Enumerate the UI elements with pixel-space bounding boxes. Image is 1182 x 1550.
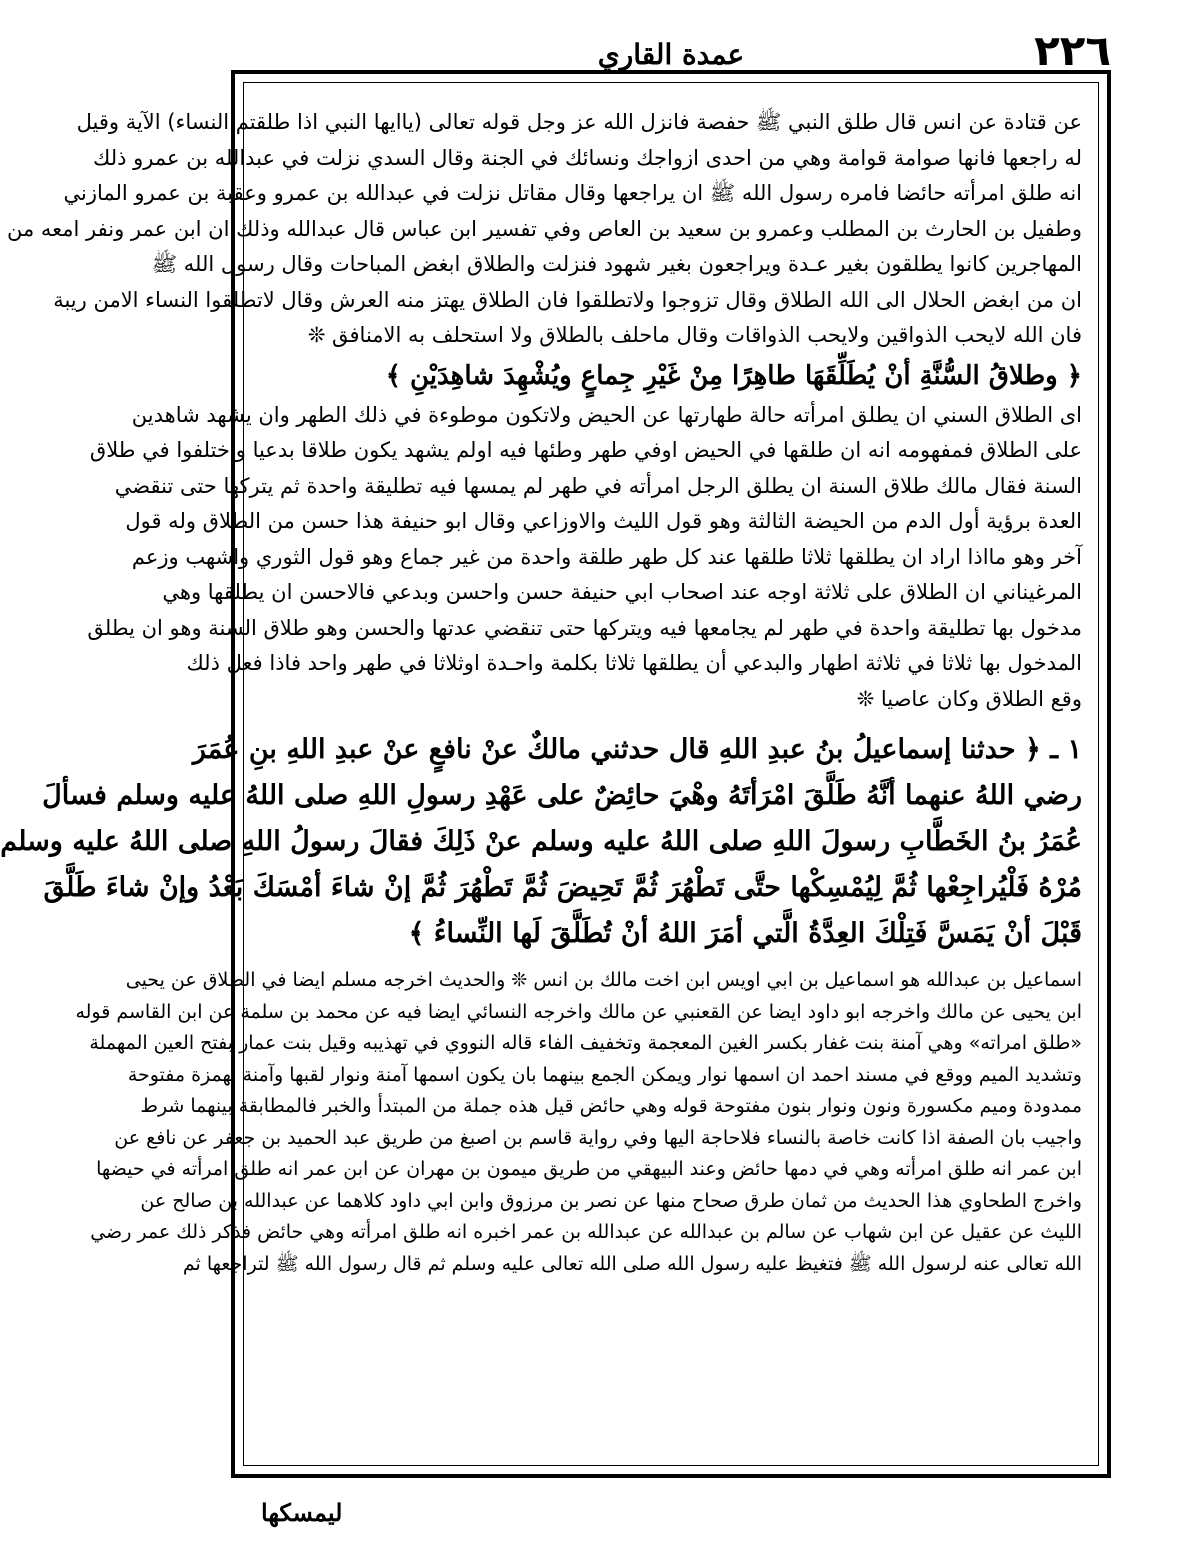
text-line: العدة برؤية أول الدم من الحيضة الثالثة وهو قول الليث والاوزاعي وقال ابو حنيفة هذا حسن من الطلاق وله قول (125, 509, 1082, 533)
text-line: وقع الطلاق وكان عاصيا ❊ (856, 686, 1082, 711)
text-line: اسماعيل بن عبدالله هو اسماعيل بن ابي اويس ابن اخت مالك بن انس ❊ والحديث اخرجه مسلم ايضا في الطلاق عن يحيى (125, 969, 1082, 991)
catchword: ليمسكها (261, 1498, 343, 1527)
page-frame (0, 70, 1111, 1478)
text-line: ان من ابغض الحلال الى الله الطلاق وقال تزوجوا ولاتطلقوا فان الطلاق يهتز منه العرش وقال لاتطلقوا النساء الامن ريبة (53, 287, 1082, 312)
text-line: وطفيل بن الحارث بن المطلب وعمرو بن سعيد بن العاص وفي تفسير ابن عباس قال عبدالله وذلك ان ابن عمر ونفر امعه من (6, 216, 1082, 241)
text-line: المهاجرين كانوا يطلقون بغير عـدة ويراجعون بغير شهود فنزلت والطلاق ابغض المباحات وقال رسول الله ﷺ (151, 252, 1082, 276)
commentary-paragraph (75, 965, 1082, 1280)
text-line: له راجعها فانها صوامة قوامة وهي من احدى ازواجك ونسائك في الجنة وقال السدي نزلت في عبدالله بن عمرو ذلك (93, 145, 1082, 170)
text-line: ابن يحيى عن مالك واخرجه ابو داود ايضا عن القعنبي عن مالك واخرجه النسائي ايضا فيه عن محمد بن سلمة عن ابن القاسم قوله (75, 1000, 1082, 1023)
page-number: ٢٢٦ (1034, 26, 1111, 75)
commentary-paragraph (87, 398, 1082, 718)
text-line: عن قتادة عن انس قال طلق النبي ﷺ حفصة فانزل الله عز وجل قوله تعالى (ياايها النبي اذا طلقتم النساء) الآية وقيل (76, 110, 1082, 134)
text-line: اى الطلاق السني ان يطلق امرأته حالة طهارتها عن الحيض ولاتكون موطوءة في ذلك الطهر وان يشهد شاهدين (131, 402, 1082, 427)
text-line: واخرج الطحاوي هذا الحديث من ثمان طرق صحاح منها عن نصر بن مرزوق وابن ابي داود كلاهما عن عبدالله بن صالح عن (140, 1189, 1082, 1212)
text-line: آخر وهو مااذا اراد ان يطلقها ثلاثا طلقها عند كل طهر طلقة واحدة من غير جماع وهو قول الثوري واشهب وزعم (131, 544, 1082, 569)
text-line: «طلق امراته» وهي آمنة بنت غفار بكسر الغين المعجمة وتخفيف الفاء قاله النووي في تهذيبه وقيل بنت عمار بفتح العين المهملة (89, 1032, 1082, 1054)
text-line: وتشديد الميم ووقع في مسند احمد ان اسمها نوار ويمكن الجمع بينهما بان يكون اسمها آمنة ونوار لقبها وآمنة بهمزة مفتوحة (127, 1063, 1082, 1086)
page-body (0, 105, 1082, 1449)
text-line: السنة فقال مالك طلاق السنة ان يطلق الرجل امرأته في طهر لم يمسها فيه تطليقة واحدة ثم يتركها حتى تنقضي (114, 473, 1082, 498)
hadith-line: ١ ـ ﴿ حدثنا إسماعيلُ بنُ عبدِ اللهِ قال حدثني مالكٌ عنْ نافعٍ عنْ عبدِ اللهِ بنِ عُمَرَ (192, 734, 1082, 765)
text-line: واجيب بان الصفة اذا كانت خاصة بالنساء فلاحاجة اليها وفي رواية قاسم بن اصبغ من طريق عبد الحميد بن جعفر عن نافع عن (114, 1126, 1082, 1149)
hadith-line: قَبْلَ أنْ يَمَسَّ فَتِلْكَ العِدَّةُ الَّتي أمَرَ اللهُ أنْ تُطَلَّقَ لَها النِّساءُ ﴾ (408, 918, 1082, 949)
running-title: عمدة القاري (597, 38, 745, 71)
text-line: المرغيناني ان الطلاق على ثلاثة اوجه عند اصحاب ابي حنيفة حسن واحسن وبدعي فالاحسن ان يطلقها وهي (162, 580, 1082, 604)
hadith-line: رضي اللهُ عنهما أنَّهُ طَلَّقَ امْرَأتَهُ وهْيَ حائِضٌ على عَهْدِ رسولِ اللهِ صلى اللهُ عليه وسلم فسألَ (42, 780, 1082, 811)
commentary-paragraph (6, 105, 1082, 354)
text-line: مدخول بها تطليقة واحدة في طهر لم يجامعها فيه ويتركها حتى تنقضي عدتها والحسن وهو طلاق السنة وهو ان يطلق (87, 615, 1082, 640)
hadith-line: عُمَرُ بنُ الخَطَّابِ رسولَ اللهِ صلى اللهُ عليه وسلم عنْ ذَلِكَ فقالَ رسولُ اللهِ صلى اللهُ عليه وسلم (0, 826, 1082, 857)
text-line: ابن عمر انه طلق امرأته وهي في دمها حائض وعند البيهقي من طريق ميمون بن مهران عن ابن عمر انه طلق امرأته في حيضها (96, 1158, 1082, 1180)
section-heading: ﴿ وطلاقُ السُّنَّةِ أنْ يُطَلِّقَهَا طاهِرًا مِنْ غَيْرِ جِماعٍ ويُشْهِدَ شاهِدَيْنِ ﴾ (385, 360, 1082, 391)
text-line: الليث عن عقيل عن ابن شهاب عن سالم بن عبدالله عن عبدالله بن عمر اخبره انه طلق امرأته وهي حائض فذكر ذلك عمر رضي (90, 1221, 1082, 1243)
text-line: انه طلق امرأته حائضا فامره رسول الله ﷺ ان يراجعها وقال مقاتل نزلت في عبدالله بن عمرو وعقبة بن عمرو المازني (63, 181, 1082, 205)
hadith-text (0, 727, 1082, 957)
text-line: الله تعالى عنه لرسول الله ﷺ فتغيظ عليه رسول الله صلى الله تعالى عليه وسلم ثم قال رسول الله ﷺ لتراجعها ثم (182, 1252, 1082, 1275)
text-line: المدخول بها ثلاثا في ثلاثة اطهار والبدعي أن يطلقها ثلاثا بكلمة واحـدة اوثلاثا في طهر واحد فاذا فعل ذلك (186, 651, 1082, 675)
text-line: ممدودة وميم مكسورة ونون ونوار بنون مفتوحة قوله وهي حائض قيل هذه جملة من المبتدأ والخبر فالمطابقة بينهما شرط (140, 1095, 1082, 1117)
hadith-line: مُرْهُ فَلْيُراجِعْها ثُمَّ لِيُمْسِكْها حتَّى تَطْهُرَ ثُمَّ تَحِيضَ ثُمَّ تَطْهُرَ ثُمَّ إنْ شاءَ أمْسَكَ بَعْدُ وإنْ شاءَ طَلَّقَ (43, 872, 1082, 903)
text-line: على الطلاق فمفهومه انه ان طلقها في الحيض اوفي طهر وطئها فيه اولم يشهد يكون طلاقا بدعيا واختلفوا في طلاق (89, 438, 1082, 462)
page-frame-inner-border (0, 82, 1099, 1466)
text-line: فان الله لايحب الذواقين ولايحب الذواقات وقال ماحلف بالطلاق ولا استحلف به الامنافق ❊ (307, 323, 1082, 347)
